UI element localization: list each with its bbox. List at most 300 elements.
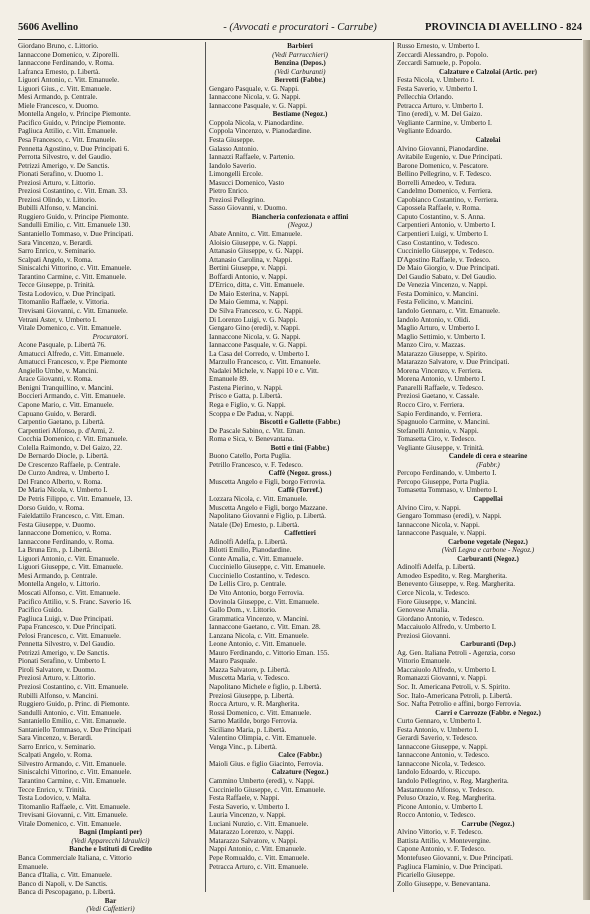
directory-entry: Moscati Alfonso, c. Vitt. Emanuele. [18, 589, 121, 597]
directory-entry: Russo Ernesto, v. Umberto I. [397, 42, 480, 50]
directory-entry: Borrelli Amedeo, v. Tedura. [397, 178, 477, 187]
directory-entry: Percopo Giuseppe, Porta Puglia. [397, 477, 490, 486]
directory-entry: Benigni Tranquillino, v. Mancini. [18, 383, 114, 392]
directory-entry: Muscetta Angelo e Figli, borgo Mazzane. [209, 503, 328, 512]
section-heading: Barbieri [287, 42, 313, 50]
directory-entry: Rossi Domenico, c. Vitt. Emanuele. [209, 708, 312, 717]
section-heading: Cappellai [473, 494, 503, 503]
directory-entry: Petrizzi Amerigo, v. De Sanctis. [18, 648, 110, 657]
directory-entry: Trevisani Giovanni, c. Vitt. Emanuele. [18, 306, 128, 315]
directory-entry: Pastena Pierino, v. Nappi. [209, 383, 283, 392]
directory-entry: Capuano Guido, v. Berardi. [18, 409, 97, 418]
column-divider [205, 42, 206, 892]
directory-entry: Valentino Olimpia, c. Vitt. Emanuele. [209, 734, 317, 743]
directory-entry: Sasso Giovanni, v. Duomo. [209, 204, 288, 213]
directory-entry: Maglio Arturo, v. Umberto I. [397, 324, 480, 333]
directory-entry: Fiore Giuseppe, v. Mancini. [397, 597, 477, 606]
directory-entry: Scalpati Angelo, v. Roma. [18, 255, 93, 264]
directory-entry: Attanasio Giuseppe, v. G. Nappi. [209, 247, 304, 256]
directory-entry: Dorso Guido, v. Roma. [18, 503, 85, 512]
directory-entry: Boccieri Armando, c. Vitt. Emanuele. [18, 392, 126, 401]
directory-entry: Pacifico Guido, v. Principe Piemonte. [18, 118, 126, 127]
directory-entry: Carpentieri Luigi, v. Umberto I. [397, 230, 488, 239]
directory-entry: Festa Giuseppe, v. Duomo. [18, 520, 96, 529]
column-2 [209, 42, 391, 894]
directory-entry: Pennetta Silvestro, v. Del Gaudio. [18, 640, 115, 649]
section-note: (Vedi Parrucchieri) [272, 50, 328, 59]
directory-entry: Alvino Giovanni, Pianodardine. [397, 144, 489, 153]
directory-entry: Zollo Giuseppe, v. Benevantana. [397, 879, 491, 888]
directory-entry: Emanuele. [18, 862, 49, 871]
directory-entry: Amatucci Francesco, v. P.pe Piemonte [18, 358, 128, 367]
page-edge-shadow [583, 40, 590, 900]
directory-entry: Iandolo Antonio, v. Olidi. [397, 315, 471, 324]
section-heading: Biscotti e Gallette (Fabbr.) [259, 418, 341, 427]
directory-entry: Pionati Serafino, v. Duomo 1. [18, 170, 104, 179]
directory-entry: Preziosi Arturo, v. Littorio. [18, 674, 96, 683]
directory-entry: Scalpati Angelo, v. Roma. [18, 751, 93, 760]
page-header [18, 22, 582, 38]
directory-entry: De Silva Francesco, v. G. Nappi. [209, 306, 303, 315]
directory-entry: Panarelli Raffaele, v. Tedesco. [397, 383, 484, 392]
directory-entry: Sapio Ferdinando, v. Ferriera. [397, 409, 483, 418]
directory-entry: Caputo Costantino, v. S. Anna. [397, 212, 486, 221]
directory-entry: Emanuele 89. [209, 375, 249, 384]
directory-entry: Preziosi Arturo, v. Littorio. [18, 178, 96, 187]
directory-entry: Festa Raffaele, v. Nappi. [209, 794, 280, 803]
directory-entry: Del Gaudio Sabato, v. Del Gaudio. [397, 272, 497, 281]
directory-entry: Marzullo Francesco, c. Vitt. Emanuele. [209, 358, 321, 367]
directory-entry: De Maria Nicola, v. Umberto I. [18, 486, 108, 495]
directory-entry: Iannaccone Domenico, v. Roma. [18, 529, 112, 538]
section-heading: Bar [104, 896, 117, 905]
directory-entry: Banca d'Italia, c. Vitt. Emanuele. [18, 871, 112, 880]
directory-entry: Vetrani Aster, v. Umberto I. [18, 315, 97, 324]
directory-entry: Angiello Umbe, v. Mancini. [18, 366, 99, 375]
directory-entry: Sara Vincenzo, v. Berardi. [18, 734, 93, 743]
directory-entry: Prisco e Gatta, p. Libertà. [209, 392, 283, 401]
directory-entry: Cucciniello Giuseppe, c. Vitt. Emanuele. [209, 563, 326, 572]
directory-entry: Vegliante Giuseppe, v. Trinità. [397, 443, 484, 452]
section-note: (Vedi Caffettieri) [86, 905, 135, 914]
section-heading: Berretti (Fabbr.) [274, 76, 326, 85]
directory-entry: La Casa del Corredo, v. Umberto I. [209, 349, 310, 358]
directory-entry: Masucci Domenico, Vasto [209, 178, 285, 187]
directory-entry: Iannaccone Pasquale, v. G. Nappi. [209, 341, 307, 350]
directory-entry: Pagliuca Luigi, v. Due Principati. [18, 614, 114, 623]
directory-entry: Siniscalchi Vittorino, c. Vitt. Emanuele. [18, 768, 132, 777]
directory-entry: Cocchia Domenico, c. Vitt. Emanuele. [18, 435, 128, 444]
column-1 [18, 42, 203, 914]
directory-entry: Scoppa e De Padua, v. Nappi. [209, 409, 294, 418]
directory-entry: Percopo Ferdinando, v. Umberto I. [397, 469, 497, 478]
directory-entry: Pepe Romualdo, c. Vitt. Emanuele. [209, 853, 310, 862]
directory-entry: De Venezia Vincenzo, v. Nappi. [397, 281, 488, 290]
column-divider [393, 42, 394, 892]
directory-entry: Maioli Gius. e figlio Giacinto, Ferrovia. [209, 759, 324, 768]
directory-entry: Festa Nicola, v. Umberto I. [397, 76, 475, 85]
directory-entry: Pionati Serafino, v. Umberto I. [18, 657, 106, 666]
directory-entry: Iandolo Gennaro, c. Vitt. Emanuele. [397, 306, 500, 315]
section-note: Procuratori. [92, 332, 129, 341]
directory-entry: Festa Dominico, v. Mancini. [397, 289, 479, 298]
directory-entry: Cucciniello Giuseppe, v. Tedesco. [397, 247, 494, 256]
directory-entry: Galasso Antonio. [209, 144, 259, 153]
directory-entry: De Maio Esterina, v. Nappi. [209, 289, 289, 298]
directory-entry: Gerardi Saverio, v. Tedesco. [397, 734, 478, 743]
directory-entry: Testa Lodovico, v. Malta. [18, 794, 91, 803]
directory-entry: Titomanlio Raffaele, v. Vittoria. [18, 298, 109, 307]
header-rule [18, 39, 582, 40]
directory-entry: Capossela Raffaele, v. Roma. [397, 204, 481, 213]
directory-entry: Montefuseo Giovanni, v. Due Principati. [397, 853, 513, 862]
directory-entry: Iannaccone Ferdinando, v. Roma. [18, 59, 114, 68]
directory-entry: Muscetta Maria, v. Tedesco. [209, 674, 290, 683]
directory-entry: Soc. Italo-Americana Petroli, p. Libertà. [397, 691, 513, 700]
directory-entry: Iandolo Edoardo, v. Riccupo. [397, 768, 481, 777]
directory-entry: Faieldattilo Francesco, c. Vitt. Eman. [18, 512, 125, 521]
directory-entry: Manzo Ciro, v. Mazzas. [397, 341, 466, 350]
directory-entry: Mazza Salvatore, p. Libertà. [209, 665, 290, 674]
directory-entry: Buono Catello, Porta Puglia. [209, 452, 291, 461]
section-heading: Biancheria confezionata e affini [251, 212, 349, 221]
directory-entry: Leone Antonio, c. Vitt. Emanuele. [209, 640, 307, 649]
directory-entry: Miele Francesco, v. Duomo. [18, 101, 99, 110]
directory-entry: De Bernardo Diocle, p. Libertà. [18, 452, 109, 461]
directory-entry: Siciliano Maria, p. Libertà. [209, 725, 287, 734]
directory-entry: De Maio Giorgio, v. Due Principati. [397, 264, 500, 273]
directory-entry: Pietro Enrico. [209, 187, 249, 196]
directory-entry: Lozzara Nicola, c. Vitt. Emanuele. [209, 494, 308, 503]
directory-entry: Montella Angelo, v. Littorio. [18, 580, 101, 589]
directory-entry: Rega e Figlio, v. G. Nappi. [209, 400, 286, 409]
directory-entry: Giordano Bruno, c. Littorio. [18, 42, 99, 50]
directory-entry: Gallo Dom., v. Littorio. [209, 606, 277, 615]
directory-entry: Liguori Antonio, c. Vitt. Emanuele. [18, 76, 119, 85]
directory-entry: Tarantino Carmine, c. Vitt. Emanuele. [18, 272, 127, 281]
directory-entry: Banco di Napoli, v. De Sanctis. [18, 879, 108, 888]
directory-entry: Sarno Matilde, borgo Ferrovia. [209, 717, 298, 726]
directory-entry: Bubilli Alfonso, v. Mancini. [18, 204, 99, 213]
directory-entry: Sandulli Antonio, c. Vitt. Emanuele. [18, 708, 122, 717]
section-heading: Calce (Fabbr.) [278, 751, 322, 760]
directory-entry: Avitabile Eugenio, v. Due Principati. [397, 153, 503, 162]
directory-entry: Arace Giovanni, v. Roma. [18, 375, 93, 384]
directory-entry: Pennetta Agostino, v. Due Principati 6. [18, 144, 129, 153]
section-heading: Carburanti (Dep.) [460, 640, 516, 649]
directory-entry: Mastantuono Alfonso, v. Tedesco. [397, 785, 494, 794]
directory-entry: Carpentieri Antonio, v. Umberto I. [397, 221, 496, 230]
directory-entry: Zeccardi Samuele, p. Popolo. [397, 59, 482, 68]
directory-entry: Amodeo Espedito, v. Reg. Margherita. [397, 571, 508, 580]
directory-entry: Caso Costantino, v. Tedesco. [397, 238, 480, 247]
directory-entry: Spagnuolo Carmine, v. Mancini. [397, 418, 490, 427]
directory-entry: De Pascale Sabino, c. Vitt. Eman. [209, 426, 306, 435]
directory-entry: Gengaro Pasquale, v. G. Nappi. [209, 84, 299, 93]
directory-entry: Natale (De) Ernesto, p. Libertà. [209, 520, 300, 529]
page-number-left: 5606 Avellino [18, 22, 79, 33]
directory-entry: Maccaiuolo Alfredo, v. Umberto I. [397, 665, 496, 674]
directory-entry: Vegliante Edoardo. [397, 127, 452, 136]
directory-entry: Boffardi Antonio, v. Nappi. [209, 272, 288, 281]
directory-entry: Mesi Armando, p. Centrale. [18, 93, 98, 102]
section-heading: Bestiame (Negoz.) [272, 110, 328, 119]
directory-entry: Del Franco Alberto, v. Roma. [18, 477, 103, 486]
directory-entry: Pacifico Attilio, v. S. Franc. Saverio 16. [18, 597, 132, 606]
directory-entry: Capone Antonio, v. F. Tedesco. [397, 845, 486, 854]
directory-entry: Dovinola Giuseppe, c. Vitt. Emanuele. [209, 597, 320, 606]
directory-entry: Capobianco Costantino, v. Ferriera. [397, 195, 499, 204]
directory-entry: Bertini Giuseppe, v. Nappi. [209, 264, 288, 273]
directory-entry: Mauro Ferdinando, c. Vittorio Eman. 155. [209, 648, 330, 657]
directory-entry: Sarro Enrico, v. Seminario. [18, 247, 96, 256]
directory-entry: Iannaccone Pasquale, v. G. Nappi. [209, 101, 307, 110]
directory-entry: Matarazzo Salvatore, v. Due Principati. [397, 358, 510, 367]
directory-entry: Curto Gennaro, v. Umberto I. [397, 717, 482, 726]
directory-entry: Iannaccone Nicola, v. Tedesco. [397, 759, 486, 768]
directory-entry: Cerce Nicola, v. Tedesco. [397, 589, 470, 597]
directory-entry: Festa Giuseppe. [209, 136, 255, 145]
column-3 [397, 42, 579, 894]
directory-entry: Lafranca Ernesto, p. Libertà. [18, 67, 101, 76]
directory-entry: Preziosi Costantino, c. Vitt. Eman. 33. [18, 187, 128, 196]
directory-entry: Petrillo Francesco, v. F. Tedesco. [209, 460, 303, 469]
directory-entry: Maglio Settimio, v. Umberto I. [397, 332, 486, 341]
section-note: (Negoz.) [287, 221, 313, 230]
section-note: (Vedi Carburanti) [274, 67, 326, 76]
directory-entry: Carpentieri Alfonso, p. d'Armi, 2. [18, 426, 115, 435]
directory-entry: Vitale Domenico, c. Vitt. Emanuele. [18, 819, 122, 828]
directory-entry: D'Agostino Raffaele, v. Tedesco. [397, 255, 491, 264]
directory-entry: Peluso Orazio, v. Reg. Margherita. [397, 794, 496, 803]
directory-entry: Luciani Nunzio, c. Vitt. Emanuele. [209, 819, 309, 828]
directory-entry: Genovese Amalia. [397, 606, 450, 615]
directory-entry: Silvestro Armando, c. Vitt. Emanuele. [18, 759, 127, 768]
directory-entry: Nappi Antonio, c. Vitt. Emanuele. [209, 845, 307, 854]
directory-entry: Di Lorenzo Luigi, v. G. Nappi. [209, 315, 298, 324]
directory-entry: Cammino Umberto (eredi), v. Nappi. [209, 777, 315, 786]
directory-entry: Sara Vincenzo, v. Berardi. [18, 238, 93, 247]
directory-entry: Santaniello Tommaso, v. Due Principati. [18, 230, 134, 239]
directory-entry: Sandulli Emilio, c. Vitt. Emanuele 130. [18, 221, 131, 230]
section-heading: Caffettieri [284, 529, 316, 538]
directory-entry: Aloisio Giuseppe, v. G. Nappi. [209, 238, 297, 247]
directory-entry: Tecce Enrico, v. Trinità. [18, 785, 87, 794]
directory-entry: Lauria Vincenzo, v. Nappi. [209, 811, 286, 820]
province-title: PROVINCIA DI AVELLINO - 824 [425, 22, 582, 33]
directory-entry: Liguori Antonio, c. Vitt. Emanuele. [18, 554, 119, 563]
directory-entry: Carpentio Gaetano, p. Libertà. [18, 418, 105, 427]
directory-entry: Rocco Antonio, v. Tedesco. [397, 811, 476, 820]
directory-entry: Iannaccone Gaetano, c. Vitt. Eman. 28. [209, 623, 321, 632]
directory-entry: Candelmo Domenico, v. Ferriera. [397, 187, 493, 196]
directory-entry: Soc. Nafta Petrolio e affini, borgo Ferrovia. [397, 700, 522, 709]
directory-entry: Liguori Giuseppe, c. Vitt. Emanuele. [18, 563, 123, 572]
directory-entry: Iandolo Saverio. [209, 161, 257, 170]
directory-entry: Petracca Arturo, v. Umberto I. [397, 101, 484, 110]
directory-entry: Sarro Enrico, v. Seminario. [18, 742, 96, 751]
directory-entry: Muscetta Angelo e Figli, borgo Ferrovia. [209, 477, 326, 486]
directory-entry: Vitale Domenico, c. Vitt. Emanuele. [18, 324, 122, 333]
section-heading: Carrube (Negoz.) [461, 819, 515, 828]
directory-entry: Alvino Ciro, v. Nappi. [397, 503, 461, 512]
directory-entry: Ag. Gen. Italiana Petroli - Agenzia, corso [397, 648, 516, 657]
directory-entry: Battista Attilio, v. Montevergine. [397, 836, 491, 845]
directory-entry: Attanasio Carolina, v. Nappi. [209, 255, 293, 264]
section-heading: Carburanti (Negoz.) [457, 554, 519, 563]
directory-entry: Benevento Giuseppe, v. Reg. Margherita. [397, 580, 515, 589]
directory-entry: Tino (eredi), v. M. Del Gaizo. [397, 110, 483, 119]
directory-entry: De Maio Gemma, v. Nappi. [209, 298, 289, 307]
directory-entry: Capone Mario, c. Vitt. Emanuele. [18, 400, 114, 409]
directory-entry: Preziosi Pellegrino. [209, 195, 265, 204]
directory-entry: Bilotti Emilio, Pianodardine. [209, 546, 292, 555]
directory-entry: Picone Antonio, v. Umberto I. [397, 802, 483, 811]
directory-entry: Vegliante Carmine, v. Umberto I. [397, 118, 492, 127]
directory-entry: Petrizzi Amerigo, v. De Sanctis. [18, 161, 110, 170]
section-heading: Calzature (Negoz.) [271, 768, 329, 777]
section-heading: Calzolai [475, 136, 501, 145]
directory-entry: Giordano Antonio, v. Tedesco. [397, 614, 484, 623]
running-title: - (Avvocati e procuratori - Carrube) [223, 22, 377, 33]
section-heading: Bagni (Impianti per) [78, 828, 143, 837]
directory-entry: Liguori Gius., c. Vitt. Emanuele. [18, 84, 112, 93]
directory-entry: Siniscalchi Vittorino, c. Vitt. Emanuele. [18, 264, 132, 273]
directory-entry: Iannaccone Nicola, v. G. Nappi. [209, 93, 301, 102]
section-note: (Vedi Legna e carbone - Negoz.) [441, 546, 535, 555]
directory-entry: Iannaccone Giuseppe, v. Nappi. [397, 742, 488, 751]
directory-entry: La Bruna Ern., p. Libertà. [18, 546, 92, 555]
section-heading: Candele di cera e stearine [448, 452, 528, 461]
section-note: (Vedi Apparecchi Idraulici) [71, 836, 150, 845]
directory-entry: Matarazzo Lorenzo, v. Nappi. [209, 828, 295, 837]
directory-entry: Preziosi Olindo, v. Littorio. [18, 195, 97, 204]
directory-entry: Venga Vinc., p. Libertà. [209, 742, 277, 751]
directory-entry: Conte Amalia, c. Vitt. Emanuele. [209, 554, 304, 563]
directory-entry: Cucciniello Costantino, v. Tedesco. [209, 571, 310, 580]
directory-entry: Picariello Giuseppe. [397, 871, 455, 880]
directory-entry: De Curzo Andrea, v. Umberto I. [18, 469, 110, 478]
section-heading: Carbone vegetale (Negoz.) [448, 537, 528, 546]
directory-entry: Iannaccone Nicola, v. Nappi. [397, 520, 480, 529]
directory-entry: Stefanelli Antonio, v. Nappi. [397, 426, 479, 435]
directory-entry: Ruggiero Guido, p. Princ. di Piemonte. [18, 700, 130, 709]
directory-entry: Pellecchia Orlando. [397, 93, 454, 102]
directory-entry: Montella Angelo, v. Principe Piemonte. [18, 110, 131, 119]
directory-entry: Iannaccone Pasquale, v. Nappi. [397, 529, 487, 538]
directory-entry: Banca di Pescopagano, p. Libertà. [18, 888, 116, 897]
directory-entry: Festa Saverio, v. Umberto I. [397, 84, 478, 93]
directory-entry: Alvino Vittorio, v. F. Tedesco. [397, 828, 483, 837]
directory-entry: Limongelli Ercole. [209, 170, 263, 179]
directory-entry: Napolitano Michele e figlio, p. Libertà. [209, 683, 322, 692]
section-heading: Calzature e Calzolai (Artic. per) [438, 67, 538, 76]
directory-entry: Preziosi Giuseppe, p. Libertà. [209, 691, 294, 700]
directory-entry: Pagliuca Attilio, c. Vitt. Emanuele. [18, 127, 118, 136]
directory-entry: Festa Saverio, v. Umberto I. [209, 802, 290, 811]
directory-entry: Trevisani Giovanni, c. Vitt. Emanuele. [18, 811, 128, 820]
section-heading: Carri e Carrozze (Fabbr. e Negoz.) [435, 708, 541, 717]
directory-entry: Pelosi Francesco, c. Vitt. Emanuele. [18, 631, 121, 640]
directory-entry: Tomasetta Tommaso, v. Umberto I. [397, 486, 498, 495]
directory-entry: Vittorio Emanuele. [397, 657, 452, 666]
section-heading: Botti e tini (Fabbr.) [270, 443, 330, 452]
directory-entry: Grammatica Vincenzo, v. Mancini. [209, 614, 309, 623]
directory-entry: Perrotta Silvestro, v. del Gaudio. [18, 153, 112, 162]
directory-entry: Pacifico Guido. [18, 606, 63, 615]
directory-entry: De Vito Antonio, borgo Ferrovia. [209, 589, 304, 597]
directory-entry: Iannaccone Antonio, v. Tedesco. [397, 751, 490, 760]
directory-entry: Roma e Sica, v. Benevantana. [209, 435, 294, 444]
directory-entry: Rocca Arturo, v. R. Margherita. [209, 700, 300, 709]
directory-entry: Coppola Vincenzo, v. Pianodardine. [209, 127, 312, 136]
directory-entry: De Crescenzo Raffaele, p. Centrale. [18, 460, 121, 469]
directory-entry: Pagliuca Flaminio, v. Due Principati. [397, 862, 503, 871]
directory-entry: Adinolfi Adelfa, p. Libertà. [397, 563, 476, 572]
directory-entry: De Lellis Ciro, p. Centrale. [209, 580, 287, 589]
directory-entry: Pesa Francesco, c. Vitt. Emanuele. [18, 136, 117, 145]
directory-entry: Abate Annito, c. Vitt. Emanuele. [209, 230, 303, 239]
directory-entry: Iannaccone Domenico, v. Ziporelli. [18, 50, 120, 59]
directory-entry: Iannaccone Ferdinando, v. Roma. [18, 537, 114, 546]
directory-entry: Morena Antonio, v. Umberto I. [397, 375, 486, 384]
directory-entry: Iannaccone Nicola, v. G. Nappi. [209, 332, 301, 341]
directory-entry: Titomanlio Raffaele, c. Vitt. Emanuele. [18, 802, 131, 811]
directory-entry: Cucciniello Giuseppe, c. Vitt. Emanuele. [209, 785, 326, 794]
directory-entry: Testa Lodovico, v. Due Principati. [18, 289, 116, 298]
directory-entry: Banca Commerciale Italiana, c. Vittorio [18, 853, 132, 862]
section-heading: Caffè (Negoz. gross.) [268, 469, 332, 478]
directory-entry: De Petris Filippo, c. Vitt. Emanuele, 13. [18, 494, 133, 503]
directory-entry: Maccaiuolo Alfredo, v. Umberto I. [397, 623, 496, 632]
directory-entry: Gengaro Tommaso (eredi), v. Nappi. [397, 512, 502, 521]
directory-entry: Acone Pasquale, p. Libertà 76. [18, 341, 106, 350]
directory-entry: Soc. It. Americana Petroli, v. S. Spirito. [397, 683, 510, 692]
directory-entry: Matarazzo Giuseppe, v. Spirito. [397, 349, 488, 358]
directory-entry: Rubilli Alfonso, v. Mancini. [18, 691, 99, 700]
directory-entry: Papa Francesco, v. Due Principati. [18, 623, 117, 632]
directory-entry: D'Errico, ditta, c. Vitt. Emanuele. [209, 281, 305, 290]
directory-entry: Preziosi Gaetano, v. Cassale. [397, 392, 480, 401]
directory-entry: Bellino Pellegrino, v. F. Tedesco. [397, 170, 492, 179]
directory-entry: Petracca Arturo, c. Vitt. Emanuele. [209, 862, 309, 871]
directory-entry: Matarazzo Salvatore, v. Nappi. [209, 836, 298, 845]
directory-entry: Santaniello Emilio, c. Vitt. Emanuele. [18, 717, 127, 726]
directory-entry: Coppola Nicola, v. Pianodardine. [209, 118, 304, 127]
section-heading: Benzina (Depos.) [274, 59, 326, 68]
directory-entry: Tecce Giuseppe, p. Trinità. [18, 281, 95, 290]
directory-entry: Barone Domenico, v. Pescatore. [397, 161, 489, 170]
directory-entry: Festa Felicino, v. Mancini. [397, 298, 474, 307]
directory-entry: Zeccardi Alessandro, p. Popolo. [397, 50, 489, 59]
directory-entry: Mauro Pasquale. [209, 657, 257, 666]
directory-entry: Rocco Ciro, v. Ferriera. [397, 400, 465, 409]
directory-entry: Iannazzi Raffaele, v. Partenio. [209, 153, 295, 162]
directory-entry: Tomasetta Ciro, v. Tedesco. [397, 435, 476, 444]
directory-entry: Colella Raimondo, v. Del Gaizo, 22. [18, 443, 123, 452]
directory-entry: Tarantino Carmine, c. Vitt. Emanuele. [18, 777, 127, 786]
directory-entry: Gengaro Gino (eredi), v. Nappi. [209, 324, 300, 333]
directory-entry: Santaniello Tommaso, v. Due Principati [18, 725, 132, 734]
directory-entry: Preziosi Costantino, c. Vitt. Emanuele. [18, 683, 129, 692]
directory-entry: Iandolo Pellegrino, v. Reg. Margherita. [397, 777, 509, 786]
section-note: (Fabbr.) [476, 460, 500, 469]
directory-entry: Lanzana Nicola, c. Vitt. Emanuele. [209, 631, 309, 640]
directory-entry: Morena Vincenzo, v. Ferriera. [397, 366, 483, 375]
directory-entry: Preziosi Giovanni. [397, 631, 451, 640]
section-heading: Banche e Istituti di Credito [69, 845, 152, 854]
directory-entry: Festa Antonio, v. Umberto I. [397, 725, 479, 734]
